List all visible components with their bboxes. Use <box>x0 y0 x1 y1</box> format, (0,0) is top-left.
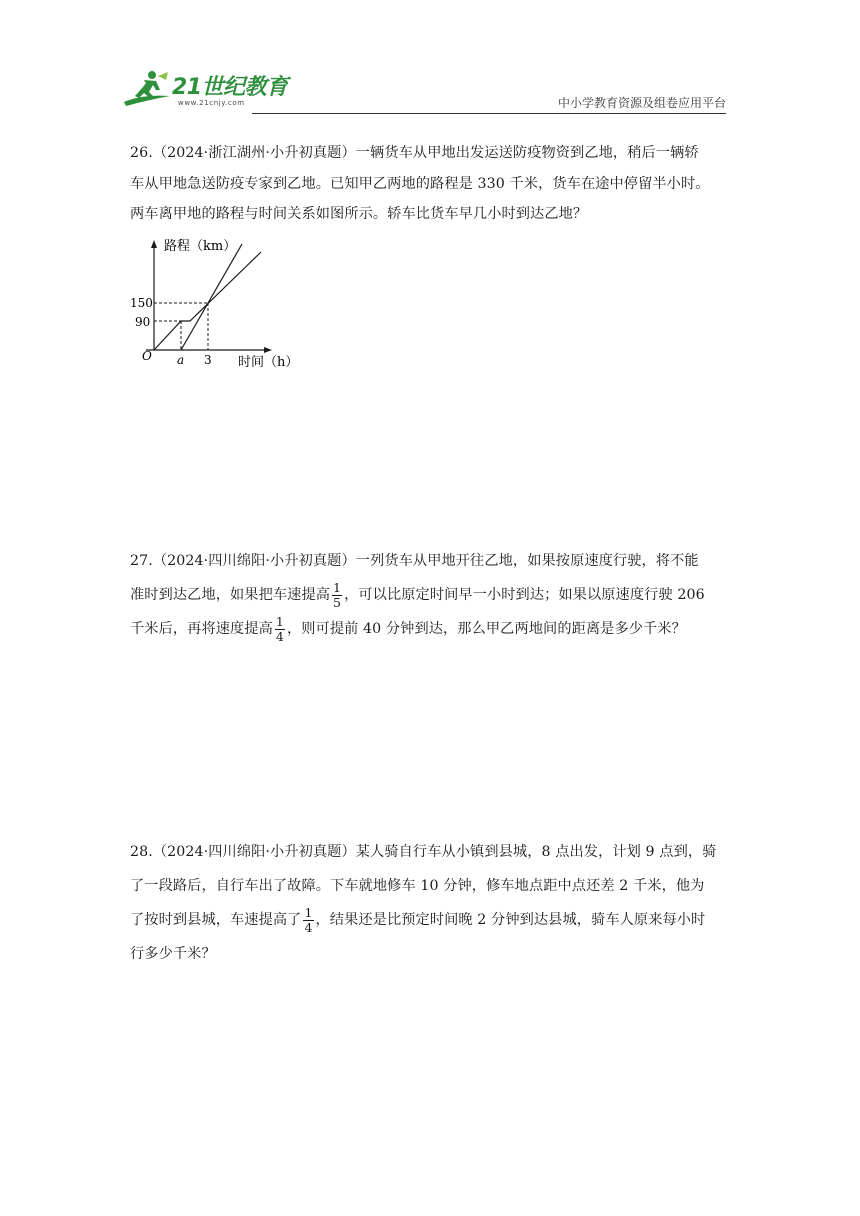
q26-line-1: 26.（2024·浙江湖州·小升初真题）一辆货车从甲地出发运送防疫物资到乙地，稍后一辆轿 <box>130 145 699 161</box>
q26-line-3: 两车离甲地的路程与时间关系如图所示。轿车比货车早几小时到达乙地？ <box>130 206 588 222</box>
platform-title: 中小学教育资源及组卷应用平台 <box>557 96 726 110</box>
x-tick-a: a <box>177 353 185 367</box>
q28-line-2: 了一段路后，自行车出了故障。下车就地修车 10 分钟，修车地点距中点还差 2 千米，他为 <box>130 878 705 894</box>
logo <box>122 68 292 114</box>
q28-line-3: 了按时到县城，车速提高了 $\frac{1}{4}$ ，结果还是比预定时间晚 2 分钟到达县城，骑车人原来每小时 <box>130 904 706 935</box>
logo-url: www.21cnjy.com <box>178 99 245 107</box>
q28-line-4: 行多少千米？ <box>130 946 216 962</box>
runner-icon <box>122 68 174 108</box>
x-tick-3: 3 <box>204 353 212 367</box>
y-tick-90: 90 <box>135 315 151 329</box>
q27-line-2: 准时到达乙地，如果把车速提高 $\frac{1}{5}$ ，可以比原定时间早一小时到达；如果以原速度行驶 206 <box>130 579 705 610</box>
header-divider <box>252 113 726 114</box>
car-line <box>181 244 242 350</box>
y-tick-150: 150 <box>130 296 153 310</box>
fraction-one-fifth: $\frac{1}{5}$ <box>333 579 342 610</box>
y-axis-label: 路程（km） <box>164 239 237 254</box>
question-27 <box>130 544 740 646</box>
q28-line-1: 28.（2024·四川绵阳·小升初真题）某人骑自行车从小镇到县城，8 点出发，计划 9 点到，骑 <box>130 844 717 860</box>
x-axis-arrow <box>264 347 272 353</box>
q27-line-3: 千米后，再将速度提高 $\frac{1}{4}$ ，则可提前 40 分钟到达，那么甲乙两地间的距离是多少千米？ <box>130 613 686 644</box>
y-axis-arrow <box>151 240 157 248</box>
origin-label: O <box>142 349 152 363</box>
logo-text: 21世纪教育 <box>172 75 288 100</box>
distance-time-graph <box>126 238 326 378</box>
page-header <box>122 68 726 116</box>
question-26 <box>130 138 740 230</box>
fraction-one-fourth: $\frac{1}{4}$ <box>304 904 313 935</box>
q27-line-1: 27.（2024·四川绵阳·小升初真题）一列货车从甲地开往乙地，如果按原速度行驶，将不能 <box>130 553 699 569</box>
q26-line-2: 车从甲地急送防疫专家到乙地。已知甲乙两地的路程是 330 千米，货车在途中停留半小时。 <box>130 175 710 192</box>
question-28 <box>130 835 740 971</box>
fraction-one-fourth: $\frac{1}{4}$ <box>275 613 284 644</box>
x-axis-label: 时间（h） <box>238 355 299 370</box>
